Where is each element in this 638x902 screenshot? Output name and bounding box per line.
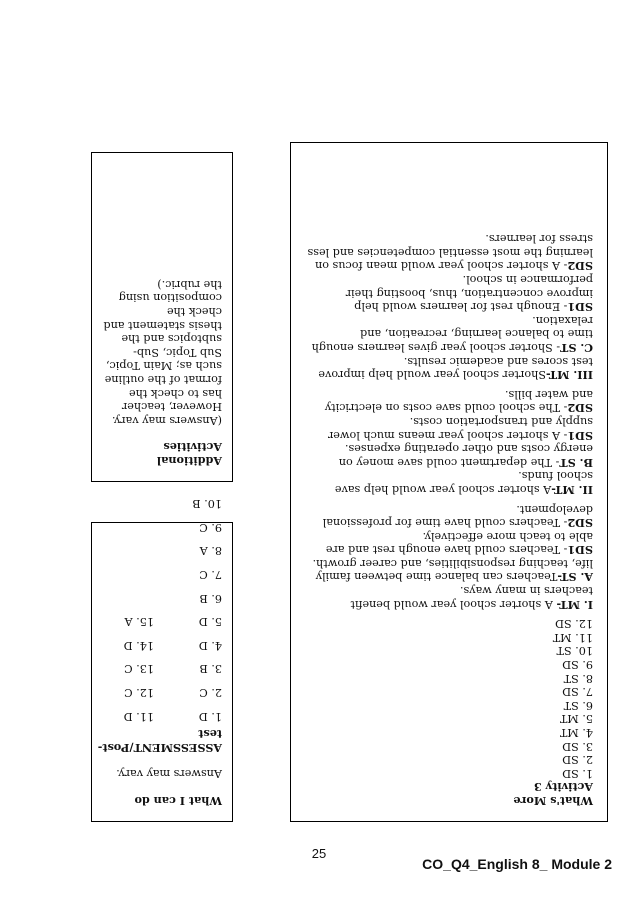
outline-item-lead: I. MT- bbox=[556, 597, 593, 612]
outline-item-lead: SD1 bbox=[567, 428, 593, 443]
activity-answer-item: 5. MT bbox=[559, 712, 593, 726]
what-i-can-do-assessment-box bbox=[91, 497, 233, 822]
outline-item-lead: C. ST bbox=[560, 341, 593, 355]
outline-item-lead: SD1 bbox=[567, 300, 593, 315]
activity-outline bbox=[305, 232, 593, 611]
outline-item-lead: II. MT- bbox=[551, 482, 593, 497]
assessment-answer: 4. D bbox=[198, 638, 222, 652]
additional-activities-text: (Answers may vary. However, teacher has to check the format of the outline such as; Main Topic, Sub Topic, Sub-subtopics and the thesis statement and check the composition using the rubric.) bbox=[103, 277, 222, 427]
assessment-answer bbox=[94, 497, 154, 511]
outline-item-lead: SD2 bbox=[567, 401, 593, 416]
outline-item bbox=[305, 584, 593, 611]
assessment-title: ASSESSMENT/Post-test bbox=[97, 727, 222, 755]
module-tag: CO_Q4_English 8_ Module 2 bbox=[422, 856, 612, 872]
outline-item-lead: SD2 bbox=[567, 259, 593, 274]
activity-label: Activity 3 bbox=[533, 780, 593, 795]
outline-item-text: - Teachers could have time for professional development. bbox=[322, 502, 593, 530]
activity-answer-item: 9. SD bbox=[562, 658, 593, 672]
assessment-answer: 12. C bbox=[124, 686, 154, 700]
activity-answer-item: 3. SD bbox=[562, 739, 593, 753]
outline-item-text: A shorter school year would help save school funds. bbox=[334, 469, 593, 496]
assessment-answer: 10. B bbox=[192, 497, 222, 511]
outline-item bbox=[305, 556, 593, 583]
outline-item-text: - A shorter school year means much lower supply and transportation costs. bbox=[327, 414, 593, 442]
outline-item-lead: III. MT- bbox=[546, 368, 593, 383]
outline-item-lead: SD1 bbox=[567, 543, 593, 558]
assessment-answer bbox=[94, 520, 154, 534]
outline-item bbox=[305, 529, 593, 556]
assessment-answer: 15. A bbox=[124, 615, 154, 629]
page-number: 25 bbox=[311, 846, 327, 861]
outline-item-text: Shorter school year would help improve test scores and academic results. bbox=[318, 354, 593, 382]
what-i-can-do-text: Answers may vary. bbox=[116, 767, 222, 781]
outline-item-text: A shorter school year would benefit teachers in many ways. bbox=[350, 584, 593, 611]
assessment-answer bbox=[94, 544, 154, 558]
assessment-answer: 1. D bbox=[198, 709, 222, 723]
activity-answer-item: 1. SD bbox=[562, 766, 593, 780]
activity-answer-item: 8. ST bbox=[563, 671, 593, 685]
activity-answer-item: 2. SD bbox=[562, 753, 593, 767]
assessment-answer: 2. C bbox=[199, 686, 222, 700]
outline-item-text: - A shorter school year would mean focus on learning the most essential competencies and less stress for learners. bbox=[307, 232, 593, 273]
activity-answer-item: 10. ST bbox=[556, 644, 593, 658]
outline-item bbox=[305, 414, 593, 441]
outline-item-lead: SD2 bbox=[567, 516, 593, 531]
what-i-can-do-title: What I can do bbox=[134, 794, 222, 808]
activity-answer-item: 7. SD bbox=[562, 685, 593, 699]
assessment-answer: 8. A bbox=[199, 544, 222, 558]
assessment-answer bbox=[94, 567, 154, 581]
activity-answer-item: 11. MT bbox=[552, 630, 593, 644]
outline-item bbox=[305, 272, 593, 313]
outline-item-text: - Teachers could have enough rest and are able to teach more effectively. bbox=[325, 529, 593, 557]
outline-item bbox=[305, 502, 593, 529]
outline-item bbox=[305, 232, 593, 273]
assessment-answer-grid bbox=[102, 497, 222, 723]
assessment-answer bbox=[94, 591, 154, 605]
outline-item-text: - Shorter school year gives learners enough time to balance learning, recreation, and relaxation. bbox=[311, 313, 593, 354]
assessment-answer: 13. C bbox=[124, 662, 154, 676]
outline-item bbox=[305, 387, 593, 414]
whats-more-box bbox=[290, 142, 608, 822]
assessment-answer: 9. C bbox=[199, 520, 222, 534]
outline-item bbox=[305, 354, 593, 381]
outline-item-lead: B. ST bbox=[559, 455, 593, 470]
outline-item-text: - The school could save costs on electricity and water bills. bbox=[324, 387, 593, 415]
activity-answer-item: 6. ST bbox=[563, 698, 593, 712]
whats-more-title: What's More bbox=[513, 794, 593, 808]
outline-item bbox=[305, 469, 593, 496]
activity-answer-item: 4. MT bbox=[559, 726, 593, 740]
additional-activities-box bbox=[91, 152, 233, 482]
assessment-answer: 7. C bbox=[199, 568, 222, 582]
assessment-answer: 11. D bbox=[123, 709, 154, 723]
outline-item bbox=[305, 313, 593, 354]
outline-item-text: - The department could save money on energy costs and other operating expenses. bbox=[338, 442, 593, 469]
additional-activities-title: Additional Activities bbox=[156, 440, 222, 468]
assessment-answer: 5. D bbox=[198, 615, 222, 629]
outline-item bbox=[305, 442, 593, 469]
activity-answer-list bbox=[305, 617, 593, 780]
assessment-answer: 3. B bbox=[199, 662, 222, 676]
outline-item-text: Teachers can balance time between family life, teaching responsibilities, and career growth. bbox=[312, 556, 593, 584]
assessment-answer: 14. D bbox=[123, 638, 154, 652]
outline-item-lead: A. ST- bbox=[557, 570, 593, 585]
assessment-answer: 6. B bbox=[199, 591, 222, 605]
activity-answer-item: 12. SD bbox=[555, 617, 593, 631]
outline-item-text: - Enough rest for learners would help improve concentration, thus, boosting their performance in school. bbox=[345, 273, 593, 314]
